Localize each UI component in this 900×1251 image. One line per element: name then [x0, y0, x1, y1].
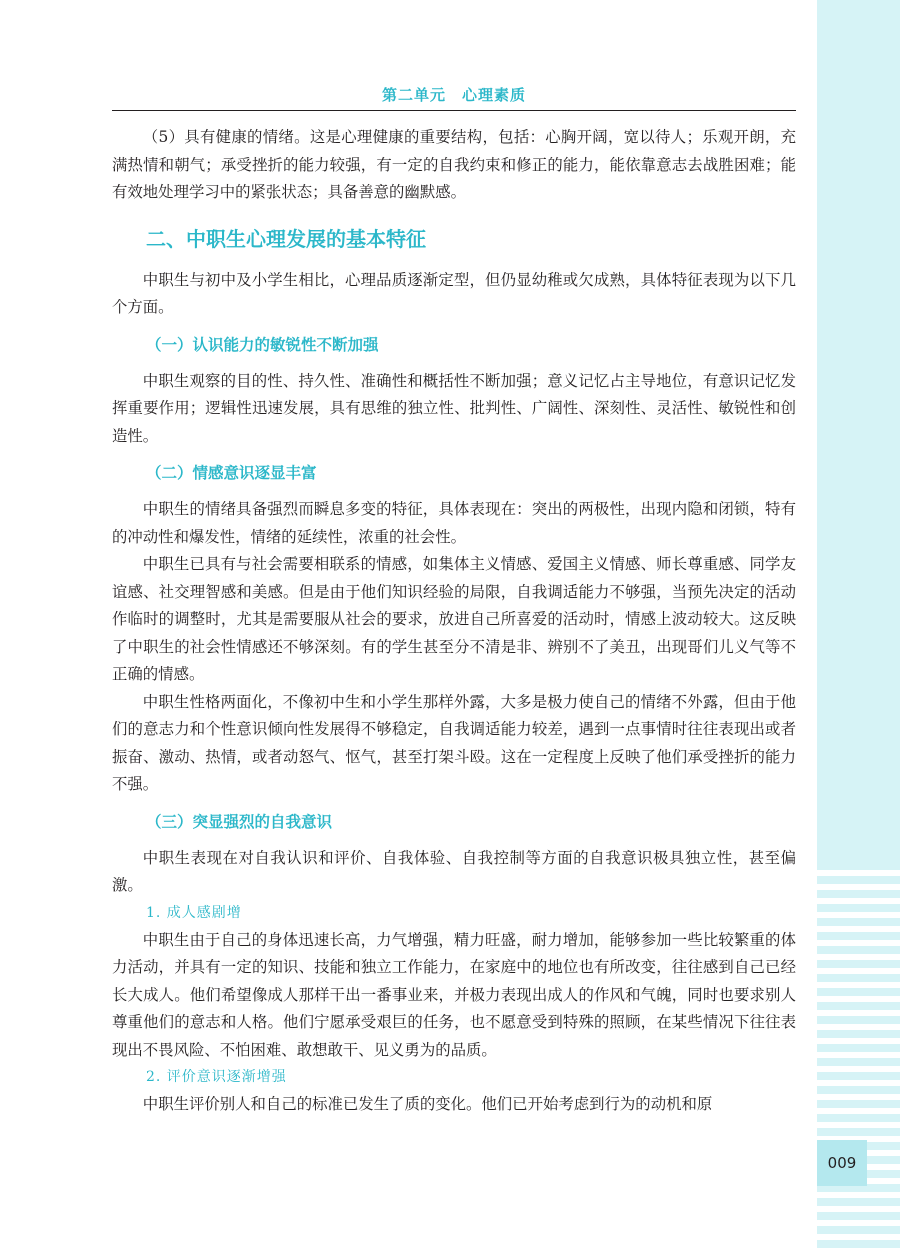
subsection-heading: （三）突显强烈的自我意识 [146, 812, 333, 831]
paragraph: 中职生表现在对自我认识和评价、自我体验、自我控制等方面的自我意识极具独立性，甚至偏激。 [112, 848, 796, 894]
paragraph: 中职生评价别人和自己的标准已发生了质的变化。他们已开始考虑到行为的动机和原 [142, 1095, 713, 1113]
point-heading: 1. 成人感剧增 [146, 904, 242, 921]
paragraph: 中职生与初中及小学生相比，心理品质逐渐定型，但仍显幼稚或欠成熟，具体特征表现为以下几个方面。 [112, 270, 796, 316]
page-number: 009 [817, 1140, 867, 1186]
paragraph: 中职生性格两面化，不像初中生和小学生那样外露，大多是极力使自己的情绪不外露，但由于他们的意志力和个性意识倾向性发展得不够稳定，自我调适能力较差，遇到一点事情时往往表现出或者振奋、激动、热情，或者动怒气、怄气，甚至打架斗殴。这在一定程度上反映了他们承受挫折的能力不强。 [112, 692, 796, 793]
paragraph: 中职生的情绪具备强烈而瞬息多变的特征，具体表现在：突出的两极性，出现内隐和闭锁，特有的冲动性和爆发性，情绪的延续性，浓重的社会性。 [112, 500, 796, 546]
paragraph: 中职生已具有与社会需要相联系的情感，如集体主义情感、爱国主义情感、师长尊重感、同学友谊感、社交理智感和美感。但是由于他们知识经验的局限，自我调适能力不够强，当预先决定的活动作临时的调整时，尤其是需要服从社会的要求，放进自己所喜爱的活动时，情感上波动较大。这反映了中职生的社会性情感还不够深刻。有的学生甚至分不清是非、辨别不了美丑，出现哥们儿义气等不正确的情感。 [112, 555, 796, 683]
section-heading: 二、中职生心理发展的基本特征 [146, 226, 426, 251]
header-rule [112, 110, 796, 111]
subsection-heading: （一）认识能力的敏锐性不断加强 [146, 335, 379, 354]
paragraph: 中职生由于自己的身体迅速长高，力气增强，精力旺盛，耐力增加，能够参加一些比较繁重的体力活动，并具有一定的知识、技能和独立工作能力，在家庭中的地位也有所改变，往往感到自己已经长大成人。他们希望像成人那样干出一番事业来，并极力表现出成人的作风和气魄，同时也要求别人尊重他们的意志和人格。他们宁愿承受艰巨的任务，也不愿意受到特殊的照顾，在某些情况下往往表现出不畏风险、不怕困难、敢想敢干、见义勇为的品质。 [112, 930, 796, 1059]
paragraph: 中职生观察的目的性、持久性、准确性和概括性不断加强；意义记忆占主导地位，有意识记忆发挥重要作用；逻辑性迅速发展，具有思维的独立性、批判性、广阔性、深刻性、灵活性、敏锐性和创造性。 [112, 371, 796, 445]
subsection-heading: （二）情感意识逐显丰富 [146, 464, 317, 482]
paragraph: （5）具有健康的情绪。这是心理健康的重要结构，包括：心胸开阔，宽以待人；乐观开朗，充满热情和朝气；承受挫折的能力较强，有一定的自我约束和修正的能力，能依靠意志去战胜困难；能有效地处理学习中的紧张状态；具备善意的幽默感。 [112, 128, 796, 201]
page-body [112, 124, 796, 1119]
running-header: 第二单元 心理素质 [381, 86, 526, 104]
side-stripes [817, 862, 900, 1251]
point-heading: 2. 评价意识逐渐增强 [146, 1069, 287, 1085]
